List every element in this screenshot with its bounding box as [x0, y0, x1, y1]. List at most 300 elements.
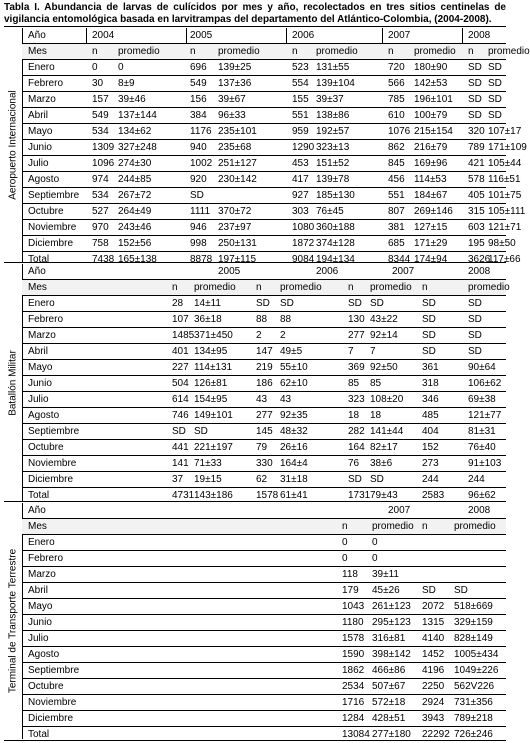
mes-header: Mes	[28, 46, 47, 57]
promedio-cell: 374±128	[316, 238, 355, 249]
promedio-cell: 171±29	[414, 238, 448, 249]
n-cell: 404	[422, 426, 439, 437]
promedio-cell: 18	[370, 410, 382, 421]
n-cell: 485	[422, 410, 439, 421]
promedio-cell: 1049±226	[454, 665, 499, 676]
n-cell: 551	[292, 110, 309, 121]
promedio-cell: 134±62	[118, 126, 152, 137]
promedio-cell: 137±36	[218, 78, 252, 89]
n-cell: SD	[348, 474, 362, 485]
table-row	[22, 631, 506, 647]
n-cell: 323	[348, 394, 365, 405]
mes-header: Mes	[28, 521, 47, 532]
promedio-cell: 152±56	[118, 238, 152, 249]
promedio-cell: 428±51	[372, 713, 406, 724]
table-row	[22, 647, 506, 663]
month-cell: Abril	[28, 346, 49, 357]
promedio-header: promedio	[280, 282, 322, 293]
n-cell: 330	[256, 458, 273, 469]
n-cell: 157	[92, 94, 109, 105]
promedio-cell: 92±14	[370, 330, 398, 341]
n-cell: 453	[292, 158, 309, 169]
n-cell: 927	[292, 190, 309, 201]
promedio-cell: 572±18	[372, 697, 406, 708]
n-cell: 566	[388, 78, 405, 89]
promedio-cell: 828±149	[454, 633, 493, 644]
promedio-cell: 26±16	[280, 442, 308, 453]
promedio-cell: 100±79	[414, 110, 448, 121]
promedio-header: promedio	[118, 46, 160, 57]
promedio-cell: 237±97	[218, 222, 252, 233]
n-cell: 219	[256, 362, 273, 373]
year-header-row	[22, 28, 506, 44]
promedio-cell: 14±11	[194, 298, 221, 309]
promedio-cell: SD	[488, 62, 502, 73]
table-row	[22, 60, 506, 76]
promedio-cell: 244	[468, 474, 485, 485]
n-cell: 0	[92, 62, 98, 73]
n-cell: 504	[172, 378, 189, 389]
promedio-cell: 81±31	[468, 426, 496, 437]
year-label: 2008	[468, 266, 491, 277]
n-cell: 845	[388, 158, 405, 169]
promedio-cell: 562V226	[454, 681, 495, 692]
promedio-cell: 121±71	[488, 222, 522, 233]
table-row	[22, 663, 506, 679]
month-cell: Enero	[28, 537, 55, 548]
n-cell: 179	[342, 585, 359, 596]
n-cell: 2583	[422, 490, 445, 501]
promedio-cell: SD	[488, 78, 502, 89]
month-cell: Febrero	[28, 78, 64, 89]
n-cell: 456	[388, 174, 405, 185]
month-cell: Julio	[28, 158, 49, 169]
n-cell: 1080	[292, 222, 315, 233]
column-divider	[462, 28, 463, 43]
promedio-cell: 69±38	[468, 394, 496, 405]
n-cell: 417	[292, 174, 309, 185]
promedio-cell: 71±33	[194, 458, 222, 469]
promedio-cell: 7	[370, 346, 376, 357]
promedio-cell: 8±9	[118, 78, 135, 89]
n-cell: 1111	[190, 206, 211, 217]
n-cell: 785	[388, 94, 405, 105]
month-cell: Julio	[28, 394, 49, 405]
promedio-cell: 142±53	[414, 78, 448, 89]
table-row	[22, 328, 506, 344]
n-cell: 164	[348, 442, 365, 453]
table-row	[22, 392, 506, 408]
promedio-cell: SD	[488, 110, 502, 121]
promedio-cell: 39±37	[316, 94, 344, 105]
month-cell: Octubre	[28, 442, 64, 453]
promedio-cell: 19±15	[194, 474, 222, 485]
promedio-cell: 0	[372, 537, 378, 548]
n-cell: 421	[468, 158, 485, 169]
n-cell: 578	[468, 174, 485, 185]
promedio-cell: 141±44	[370, 426, 404, 437]
n-cell: SD	[422, 298, 436, 309]
anio-label: Año	[28, 505, 46, 516]
section-label: Batallón Militar	[7, 349, 19, 416]
n-cell: 551	[388, 190, 405, 201]
promedio-cell: 0	[118, 62, 124, 73]
promedio-cell: 185±130	[316, 190, 355, 201]
table-rule	[4, 501, 506, 502]
n-cell: 3626	[468, 254, 491, 265]
n-cell: 318	[422, 378, 439, 389]
n-cell: 1578	[342, 633, 365, 644]
month-cell: Noviembre	[28, 458, 77, 469]
n-cell: 76	[348, 458, 360, 469]
promedio-cell: 105±44	[488, 158, 522, 169]
promedio-cell: 466±86	[372, 665, 406, 676]
n-cell: 1290	[292, 142, 315, 153]
promedio-cell: 267±72	[118, 190, 152, 201]
n-cell: 7	[348, 346, 354, 357]
promedio-cell: 31±18	[280, 474, 308, 485]
n-cell: SD	[468, 94, 482, 105]
promedio-cell: 192±57	[316, 126, 350, 137]
section-label: Terminal de Transporte Terrestre	[7, 548, 19, 694]
n-cell: 1578	[256, 490, 279, 501]
promedio-cell: 96±62	[468, 490, 496, 501]
promedio-cell: 2	[280, 330, 286, 341]
promedio-cell: 105±111	[488, 206, 526, 217]
n-cell: SD	[468, 78, 482, 89]
n-cell: 0	[342, 553, 348, 564]
promedio-cell: SD	[468, 298, 482, 309]
promedio-cell: 143±186	[194, 490, 233, 501]
promedio-cell: 121±77	[468, 410, 502, 421]
n-cell: 1485	[172, 330, 195, 341]
year-label: 2007	[388, 30, 411, 41]
promedio-cell: 269±146	[414, 206, 453, 217]
promedio-cell: 398±142	[372, 649, 411, 660]
month-cell: Mayo	[28, 126, 53, 137]
promedio-cell: 316±81	[372, 633, 406, 644]
promedio-cell: 92±50	[370, 362, 398, 373]
n-cell: 141	[172, 458, 189, 469]
month-cell: Julio	[28, 633, 49, 644]
n-cell: SD	[348, 298, 362, 309]
month-cell: Marzo	[28, 330, 56, 341]
month-cell: Noviembre	[28, 697, 77, 708]
promedio-cell: 138±86	[316, 110, 350, 121]
n-cell: SD	[190, 190, 204, 201]
promedio-cell: 114±131	[194, 362, 233, 373]
n-cell: 534	[92, 190, 109, 201]
promedio-cell: 82±17	[370, 442, 398, 453]
promedio-cell: 250±131	[218, 238, 257, 249]
promedio-cell: 127±15	[414, 222, 448, 233]
n-cell: 1284	[342, 713, 365, 724]
n-cell: 946	[190, 222, 207, 233]
promedio-cell: 43	[280, 394, 292, 405]
month-cell: Junio	[28, 142, 52, 153]
n-cell: 720	[388, 62, 405, 73]
month-cell: Agosto	[28, 174, 60, 185]
column-divider	[186, 28, 187, 43]
n-cell: SD	[256, 298, 270, 309]
month-cell: Junio	[28, 378, 52, 389]
n-cell: 3943	[422, 713, 445, 724]
n-cell: 940	[190, 142, 207, 153]
section-grid	[22, 28, 530, 267]
n-cell: 107	[172, 314, 189, 325]
column-header-row	[22, 280, 510, 296]
promedio-header: promedio	[414, 46, 456, 57]
month-cell: Diciembre	[28, 238, 74, 249]
promedio-cell: 76±45	[316, 206, 344, 217]
table-row	[22, 360, 506, 376]
promedio-header: promedio	[372, 521, 414, 532]
promedio-cell: 36±18	[194, 314, 222, 325]
promedio-header: promedio	[194, 282, 236, 293]
section-label-rail	[4, 503, 23, 739]
anio-label: Año	[28, 266, 46, 277]
promedio-cell: 169±96	[414, 158, 448, 169]
n-cell: 156	[190, 94, 207, 105]
month-cell: Agosto	[28, 410, 60, 421]
promedio-cell: 88	[280, 314, 292, 325]
n-cell: 2072	[422, 601, 445, 612]
year-label: 2005	[190, 30, 213, 41]
n-cell: 79	[256, 442, 268, 453]
year-label: 2004	[92, 30, 115, 41]
n-cell: 549	[92, 110, 109, 121]
table-row	[22, 296, 506, 312]
table-row	[22, 535, 506, 551]
month-cell: Total	[28, 490, 50, 501]
n-cell: 85	[348, 378, 360, 389]
n-cell: 4196	[422, 665, 445, 676]
n-cell: 303	[292, 206, 309, 217]
table-row	[22, 551, 506, 567]
n-cell: 346	[422, 394, 439, 405]
n-cell: 22292	[422, 729, 450, 740]
n-cell: 1731	[348, 490, 371, 501]
promedio-cell: 329±159	[454, 617, 493, 628]
table-row	[22, 92, 506, 108]
promedio-cell: 139±104	[316, 78, 355, 89]
table-row	[22, 108, 506, 124]
table-row	[22, 472, 506, 488]
promedio-cell: 45±26	[372, 585, 400, 596]
promedio-header: promedio	[454, 521, 496, 532]
promedio-cell: 139±78	[316, 174, 350, 185]
month-cell: Diciembre	[28, 474, 74, 485]
n-cell: SD	[422, 346, 436, 357]
table-row	[22, 615, 506, 631]
table-row	[22, 156, 522, 172]
n-cell: 62	[256, 474, 268, 485]
promedio-cell: SD	[488, 94, 502, 105]
n-cell: 696	[190, 62, 207, 73]
promedio-cell: 230±142	[218, 174, 257, 185]
n-cell: 381	[388, 222, 405, 233]
month-cell: Octubre	[28, 206, 64, 217]
table-row	[22, 188, 522, 204]
promedio-cell: 371±450	[194, 330, 233, 341]
promedio-cell: 731±356	[454, 697, 493, 708]
n-cell: 28	[172, 298, 184, 309]
n-cell: 361	[422, 362, 439, 373]
promedio-header: promedio	[370, 282, 412, 293]
promedio-cell: 507±67	[372, 681, 406, 692]
n-cell: 273	[422, 458, 439, 469]
year-header-row	[22, 503, 506, 519]
n-cell: 118	[342, 569, 358, 580]
n-cell: 1043	[342, 601, 365, 612]
month-cell: Mayo	[28, 601, 53, 612]
promedio-cell: 55±10	[280, 362, 308, 373]
n-cell: 441	[172, 442, 189, 453]
n-cell: 998	[190, 238, 207, 249]
promedio-cell: 48±32	[280, 426, 308, 437]
promedio-cell: 197±115	[218, 254, 257, 265]
column-divider	[86, 28, 87, 43]
promedio-cell: 323±13	[316, 142, 350, 153]
n-cell: 30	[92, 78, 104, 89]
n-cell: 277	[348, 330, 365, 341]
n-cell: 1315	[422, 617, 445, 628]
promedio-header: promedio	[468, 282, 510, 293]
n-cell: 603	[468, 222, 485, 233]
n-cell: 610	[388, 110, 405, 121]
n-header: n	[92, 46, 98, 57]
n-cell: 549	[190, 78, 207, 89]
n-cell: 1096	[92, 158, 115, 169]
year-label: 2008	[468, 30, 491, 41]
n-cell: 554	[292, 78, 309, 89]
n-cell: SD	[172, 426, 186, 437]
month-cell: Septiembre	[28, 426, 80, 437]
n-cell: 8878	[190, 254, 213, 265]
promedio-cell: 106±62	[468, 378, 502, 389]
section-label: Aeropuerto Internacional	[7, 90, 19, 200]
promedio-cell: 76±40	[468, 442, 496, 453]
promedio-cell: SD	[370, 298, 384, 309]
table-row	[22, 344, 506, 360]
n-cell: 405	[468, 190, 485, 201]
table-row	[22, 140, 527, 156]
month-cell: Abril	[28, 110, 49, 121]
promedio-cell: 85	[370, 378, 382, 389]
n-cell: 8344	[388, 254, 411, 265]
promedio-cell: SD	[468, 314, 482, 325]
column-header-row	[22, 44, 530, 60]
table-row	[22, 424, 506, 440]
n-header: n	[256, 282, 262, 293]
month-cell: Febrero	[28, 314, 64, 325]
year-label: 2007	[388, 505, 411, 516]
promedio-cell: 49±5	[280, 346, 303, 357]
month-cell: Noviembre	[28, 222, 77, 233]
table-row	[22, 440, 506, 456]
n-cell: SD	[422, 330, 436, 341]
month-cell: Diciembre	[28, 713, 74, 724]
promedio-cell: 370±72	[218, 206, 252, 217]
year-header-row	[22, 264, 506, 280]
month-cell: Mayo	[28, 362, 53, 373]
n-cell: 186	[256, 378, 273, 389]
section-terminal	[4, 503, 506, 739]
n-cell: 369	[348, 362, 365, 373]
table-row	[22, 124, 522, 140]
column-header-row	[22, 519, 506, 535]
promedio-cell: 244±85	[118, 174, 152, 185]
n-cell: SD	[422, 585, 436, 596]
table-row	[22, 567, 506, 583]
promedio-cell: 91±103	[468, 458, 502, 469]
section-grid	[22, 264, 510, 503]
n-cell: 746	[172, 410, 189, 421]
table-rule	[4, 26, 506, 27]
section-label-rail	[4, 264, 23, 501]
n-cell: 1002	[190, 158, 213, 169]
month-cell: Marzo	[28, 94, 56, 105]
promedio-header: promedio	[218, 46, 260, 57]
table-row	[22, 220, 522, 236]
table-row	[22, 408, 506, 424]
table-row	[22, 204, 526, 220]
n-cell: 152	[422, 442, 439, 453]
table-row	[22, 456, 506, 472]
n-cell: 974	[92, 174, 109, 185]
year-label: 2007	[392, 266, 415, 277]
n-cell: 959	[292, 126, 309, 137]
promedio-cell: 43±22	[370, 314, 398, 325]
promedio-cell: 215±154	[414, 126, 453, 137]
promedio-cell: 274±30	[118, 158, 152, 169]
promedio-cell: 107±17	[488, 126, 522, 137]
n-cell: 527	[92, 206, 109, 217]
promedio-cell: 101±75	[488, 190, 522, 201]
month-cell: Octubre	[28, 681, 64, 692]
promedio-cell: 154±95	[194, 394, 228, 405]
month-cell: Agosto	[28, 649, 60, 660]
month-cell: Junio	[28, 617, 52, 628]
n-header: n	[388, 46, 394, 57]
n-cell: 758	[92, 238, 109, 249]
n-cell: 130	[348, 314, 365, 325]
promedio-cell: 221±197	[194, 442, 233, 453]
promedio-cell: 235±68	[218, 142, 252, 153]
n-cell: 320	[468, 126, 485, 137]
year-label: 2005	[218, 266, 241, 277]
promedio-cell: 139±25	[218, 62, 252, 73]
promedio-cell: 0	[372, 553, 378, 564]
promedio-cell: 151±52	[316, 158, 350, 169]
month-cell: Abril	[28, 585, 49, 596]
promedio-cell: 137±144	[118, 110, 157, 121]
promedio-cell: 39±11	[372, 569, 399, 580]
n-cell: 2534	[342, 681, 365, 692]
promedio-cell: 92±35	[280, 410, 308, 421]
n-cell: 282	[348, 426, 365, 437]
promedio-cell: 277±180	[372, 729, 411, 740]
table-row	[22, 312, 506, 328]
column-divider	[382, 28, 383, 43]
n-cell: SD	[468, 62, 482, 73]
year-label: 2006	[316, 266, 339, 277]
n-cell: 1180	[342, 617, 364, 628]
n-cell: 0	[342, 537, 348, 548]
promedio-cell: 116±51	[488, 174, 521, 185]
month-cell: Marzo	[28, 569, 56, 580]
table-row	[22, 172, 521, 188]
